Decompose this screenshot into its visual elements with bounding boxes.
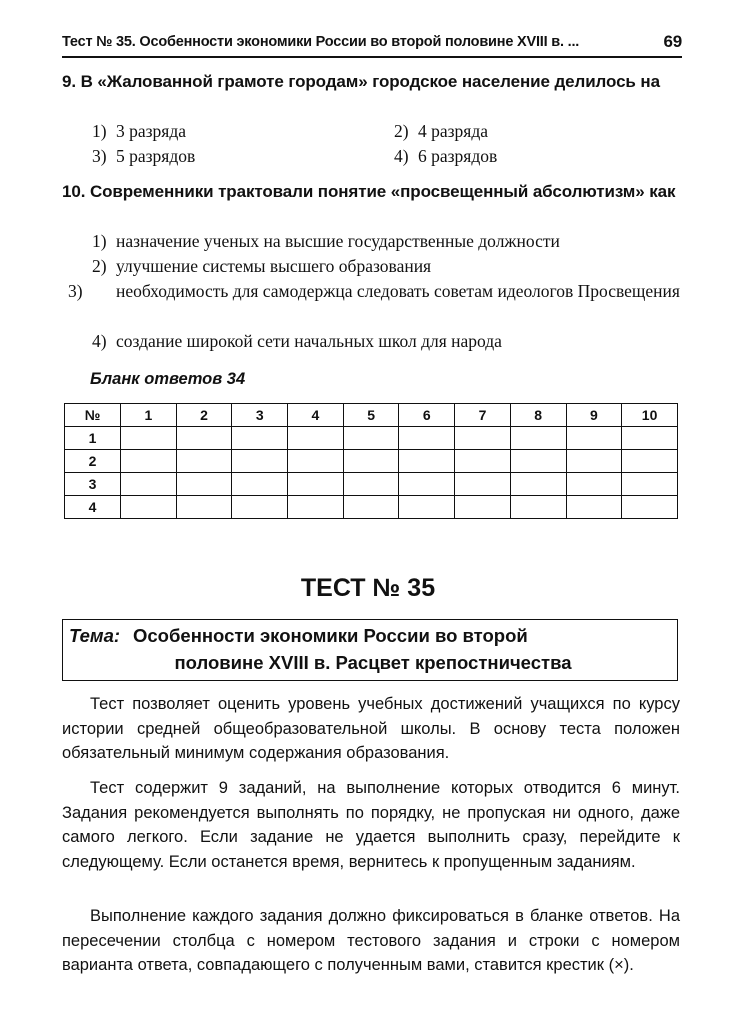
table-row <box>65 427 678 450</box>
answer-cell[interactable] <box>121 450 177 473</box>
table-row <box>65 473 678 496</box>
answer-cell[interactable] <box>455 450 511 473</box>
answer-cell[interactable] <box>622 450 678 473</box>
page-number: 69 <box>663 32 682 51</box>
question-9-title: 9. В «Жалованной грамоте городам» городское население делилось на <box>62 72 660 91</box>
column-header: 9 <box>566 404 622 427</box>
answer-cell[interactable] <box>566 496 622 519</box>
paragraph-3: Выполнение каждого задания должно фиксироваться в бланке ответов. На пересечении столбца с номером тестового задания и строки с номером варианта ответа, совпадающего с полученным вами, ставится крестик (×). <box>62 907 680 974</box>
answer-cell[interactable] <box>622 473 678 496</box>
answer-cell[interactable] <box>121 427 177 450</box>
table-corner-cell: № <box>65 404 121 427</box>
column-header: 10 <box>622 404 678 427</box>
page-header <box>62 30 682 58</box>
answer-cell[interactable] <box>455 496 511 519</box>
answer-cell[interactable] <box>622 427 678 450</box>
q10-option-2: 2) улучшение системы высшего образования <box>92 256 432 276</box>
q9-option-1: 1) 3 разряда <box>92 121 187 141</box>
column-header: 4 <box>288 404 344 427</box>
paragraph-1: Тест позволяет оценить уровень учебных достижений учащихся по курсу истории средней общеобразовательной школы. В основу теста положен обязательный минимум содержания образования. <box>62 695 680 762</box>
answer-cell[interactable] <box>510 450 566 473</box>
answer-cell[interactable] <box>510 473 566 496</box>
answer-cell[interactable] <box>176 473 232 496</box>
column-header: 8 <box>510 404 566 427</box>
row-header: 3 <box>65 473 121 496</box>
answer-cell[interactable] <box>343 450 399 473</box>
q9-option-4: 4) 6 разрядов <box>394 146 498 166</box>
answer-cell[interactable] <box>232 427 288 450</box>
column-header: 3 <box>232 404 288 427</box>
answer-cell[interactable] <box>232 473 288 496</box>
answer-cell[interactable] <box>343 496 399 519</box>
answer-cell[interactable] <box>566 427 622 450</box>
answer-sheet-title: Бланк ответов 34 <box>90 370 246 388</box>
answer-cell[interactable] <box>399 427 455 450</box>
q9-option-3: 3) 5 разрядов <box>92 146 196 166</box>
row-header: 4 <box>65 496 121 519</box>
answer-cell[interactable] <box>232 496 288 519</box>
answer-cell[interactable] <box>455 473 511 496</box>
answer-cell[interactable] <box>232 450 288 473</box>
topic-box <box>62 619 678 681</box>
column-header: 2 <box>176 404 232 427</box>
row-header: 1 <box>65 427 121 450</box>
answer-cell[interactable] <box>288 473 344 496</box>
answer-cell[interactable] <box>399 450 455 473</box>
answer-cell[interactable] <box>121 496 177 519</box>
question-10-title: 10. Современники трактовали понятие «просвещенный абсолютизм» как <box>62 182 676 201</box>
answer-cell[interactable] <box>176 496 232 519</box>
answer-cell[interactable] <box>566 450 622 473</box>
answer-cell[interactable] <box>288 450 344 473</box>
table-row <box>65 496 678 519</box>
answer-cell[interactable] <box>455 427 511 450</box>
q9-option-2: 2) 4 разряда <box>394 121 489 141</box>
column-header: 7 <box>455 404 511 427</box>
answer-cell[interactable] <box>343 427 399 450</box>
q10-option-4: 4) создание широкой сети начальных школ для народа <box>92 331 502 351</box>
answer-sheet-table <box>64 403 678 519</box>
answer-cell[interactable] <box>566 473 622 496</box>
table-header-row <box>65 404 678 427</box>
column-header: 6 <box>399 404 455 427</box>
answer-cell[interactable] <box>121 473 177 496</box>
column-header: 1 <box>121 404 177 427</box>
table-row <box>65 450 678 473</box>
q10-option-1: 1) назначение ученых на высшие государственные должности <box>92 231 560 251</box>
answer-cell[interactable] <box>288 496 344 519</box>
topic-line-1: Особенности экономики России во второй <box>133 625 528 646</box>
answer-cell[interactable] <box>399 496 455 519</box>
q10-option-3: 3) необходимость для самодержца следовать советам идеологов Просвещения <box>68 281 680 301</box>
column-header: 5 <box>343 404 399 427</box>
answer-cell[interactable] <box>622 496 678 519</box>
answer-cell[interactable] <box>343 473 399 496</box>
answer-cell[interactable] <box>176 427 232 450</box>
answer-cell[interactable] <box>510 427 566 450</box>
answer-cell[interactable] <box>510 496 566 519</box>
answer-cell[interactable] <box>399 473 455 496</box>
topic-line-2: половине XVIII в. Расцвет крепостничества <box>174 652 572 673</box>
answer-cell[interactable] <box>176 450 232 473</box>
answer-cell[interactable] <box>288 427 344 450</box>
test-title: ТЕСТ № 35 <box>300 574 436 602</box>
row-header: 2 <box>65 450 121 473</box>
paragraph-2: Тест содержит 9 заданий, на выполнение которых отводится 6 минут. Задания рекомендуется выполнять по порядку, не пропуская ни одного, даже самого легкого. Если задание не удается выполнить сразу, перейдите к следующему. Если останется время, вернитесь к пропущенным заданиям. <box>62 779 680 871</box>
running-title: Тест № 35. Особенности экономики России во второй половине XVIII в. ... <box>62 34 580 50</box>
topic-label: Тема: <box>69 625 121 646</box>
